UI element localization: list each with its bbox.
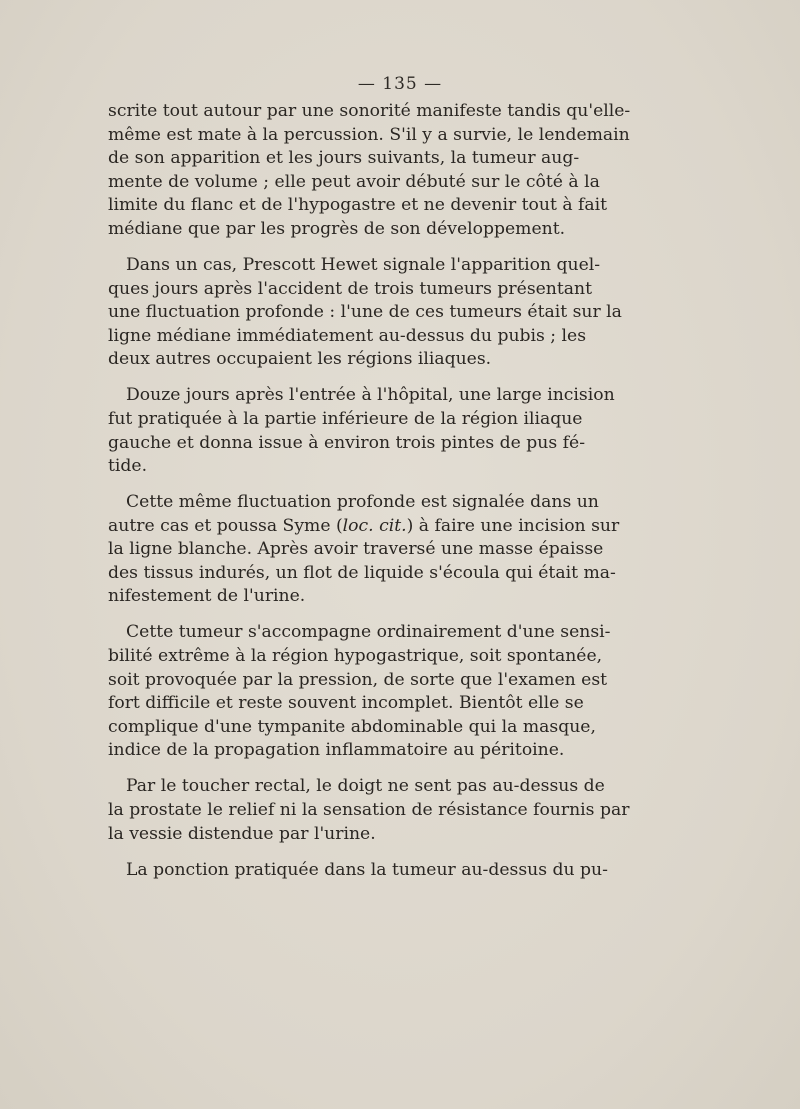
- text-line: [108, 515, 620, 539]
- text-line: une fluctuation profonde : l'une de ces tumeurs était sur la: [108, 302, 622, 323]
- text-fragment: autre cas et poussa Syme (: [108, 515, 343, 536]
- text-line: nifestement de l'urine.: [108, 586, 306, 607]
- text-line: mente de volume ; elle peut avoir débuté sur le côté à la: [108, 171, 600, 192]
- text-line: la ligne blanche. Après avoir traversé une masse épaisse: [108, 539, 604, 560]
- text-line: La ponction pratiquée dans la tumeur au-dessus du pu-: [126, 859, 608, 880]
- text-line: Cette même fluctuation profonde est signalée dans un: [126, 492, 599, 513]
- paragraph-4: [108, 491, 620, 609]
- paragraph-3: [108, 384, 615, 478]
- text-line: des tissus indurés, un flot de liquide s'écoula qui était ma-: [108, 562, 616, 583]
- paragraph-1: [108, 100, 631, 242]
- text-line: complique d'une tympanite abdominable qui la masque,: [108, 716, 596, 737]
- text-line: Cette tumeur s'accompagne ordinairement d'une sensi-: [126, 622, 611, 643]
- text-line: la vessie distendue par l'urine.: [108, 823, 376, 844]
- text-fragment: ) à faire une incision sur: [406, 515, 620, 536]
- text-line: ligne médiane immédiatement au-dessus du pubis ; les: [108, 325, 587, 346]
- citation-italic: loc. cit.: [342, 515, 407, 536]
- text-line: deux autres occupaient les régions iliaques.: [108, 349, 492, 370]
- text-line: tide.: [108, 456, 148, 477]
- text-line: Dans un cas, Prescott Hewet signale l'apparition quel-: [126, 254, 601, 275]
- paragraph-6: [108, 775, 630, 846]
- paragraph-5: [108, 621, 611, 763]
- text-line: Douze jours après l'entrée à l'hôpital, une large incision: [126, 385, 615, 406]
- text-line: la prostate le relief ni la sensation de résistance fournis par: [108, 799, 630, 820]
- text-line: fort difficile et reste souvent incomplet. Bientôt elle se: [108, 693, 584, 714]
- page-number: — 135 —: [357, 74, 443, 94]
- text-line: scrite tout autour par une sonorité manifeste tandis qu'elle-: [108, 101, 631, 121]
- text-line: bilité extrême à la région hypogastrique, soit spontanée,: [108, 646, 603, 667]
- paragraph-2: [108, 254, 622, 372]
- text-line: Par le toucher rectal, le doigt ne sent pas au-dessus de: [126, 776, 605, 797]
- body-text: [108, 100, 631, 882]
- text-line: de son apparition et les jours suivants, la tumeur aug-: [108, 148, 580, 169]
- text-line: même est mate à la percussion. S'il y a survie, le lendemain: [108, 124, 630, 145]
- text-line: soit provoquée par la pression, de sorte que l'examen est: [108, 669, 608, 690]
- text-line: médiane que par les progrès de son développement.: [108, 218, 566, 239]
- text-line: gauche et donna issue à environ trois pintes de pus fé-: [108, 432, 586, 453]
- text-line: limite du flanc et de l'hypogastre et ne devenir tout à fait: [108, 195, 608, 216]
- text-line: fut pratiquée à la partie inférieure de la région iliaque: [108, 408, 583, 429]
- text-line: indice de la propagation inflammatoire au péritoine.: [108, 740, 565, 761]
- text-line: ques jours après l'accident de trois tumeurs présentant: [108, 278, 593, 299]
- paragraph-7: [108, 859, 608, 883]
